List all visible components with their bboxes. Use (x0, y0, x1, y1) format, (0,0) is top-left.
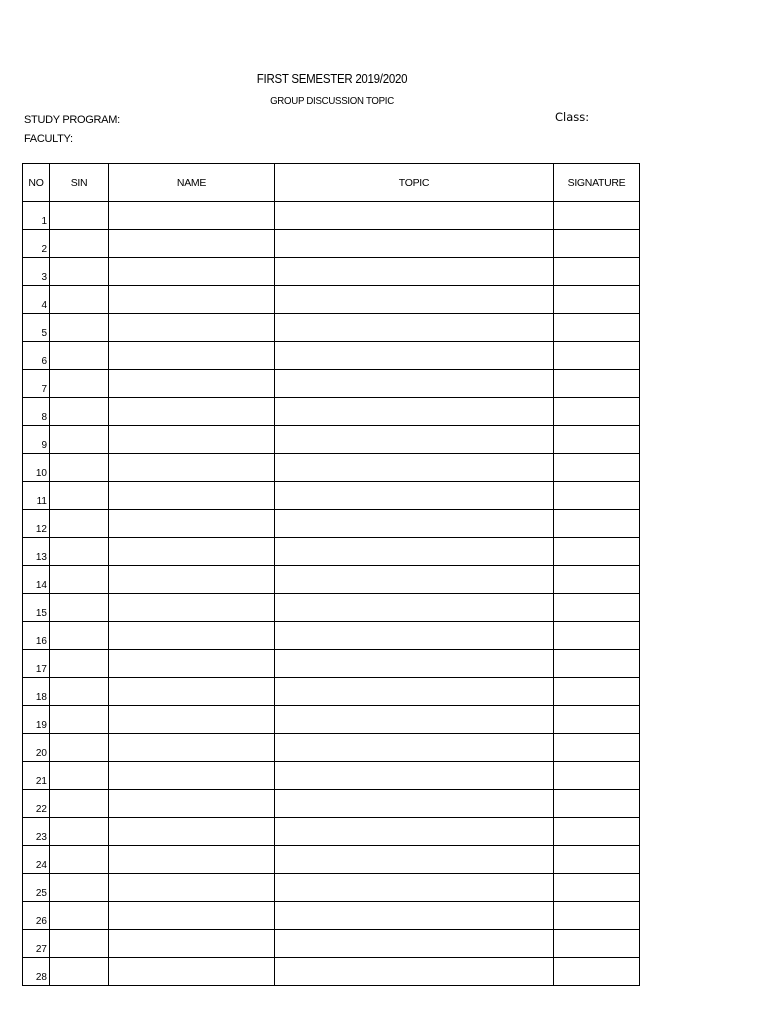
document-title: FIRST SEMESTER 2019/2020 (256, 72, 408, 86)
name-cell[interactable] (109, 818, 275, 846)
table-row (23, 566, 640, 594)
name-cell[interactable] (109, 902, 275, 930)
row-number: 20 (23, 734, 50, 762)
table-row (23, 202, 640, 230)
sin-cell[interactable] (50, 902, 109, 930)
name-cell[interactable] (109, 650, 275, 678)
name-cell[interactable] (109, 930, 275, 958)
row-number: 21 (23, 762, 50, 790)
topic-cell[interactable] (275, 398, 554, 426)
sin-cell[interactable] (50, 314, 109, 342)
name-cell[interactable] (109, 790, 275, 818)
sin-cell[interactable] (50, 818, 109, 846)
name-cell[interactable] (109, 594, 275, 622)
table-row (23, 846, 640, 874)
signature-cell[interactable] (554, 874, 640, 902)
row-number: 19 (23, 706, 50, 734)
topic-cell[interactable] (275, 790, 554, 818)
row-number: 8 (23, 398, 50, 426)
name-cell[interactable] (109, 874, 275, 902)
name-cell[interactable] (109, 622, 275, 650)
signature-cell[interactable] (554, 314, 640, 342)
topic-cell[interactable] (275, 818, 554, 846)
row-number: 16 (23, 622, 50, 650)
column-header-name: NAME (109, 164, 275, 202)
faculty-label: FACULTY: (24, 133, 73, 145)
sin-cell[interactable] (50, 426, 109, 454)
topic-cell[interactable] (275, 258, 554, 286)
signature-cell[interactable] (554, 594, 640, 622)
signature-cell[interactable] (554, 342, 640, 370)
table-row (23, 538, 640, 566)
name-cell[interactable] (109, 454, 275, 482)
sin-cell[interactable] (50, 538, 109, 566)
table-row (23, 706, 640, 734)
signature-cell[interactable] (554, 398, 640, 426)
sin-cell[interactable] (50, 286, 109, 314)
topic-cell[interactable] (275, 846, 554, 874)
signature-cell[interactable] (554, 958, 640, 986)
row-number: 3 (23, 258, 50, 286)
sin-cell[interactable] (50, 874, 109, 902)
row-number: 9 (23, 426, 50, 454)
table-row (23, 678, 640, 706)
name-cell[interactable] (109, 734, 275, 762)
topic-cell[interactable] (275, 734, 554, 762)
table-row (23, 902, 640, 930)
sin-cell[interactable] (50, 202, 109, 230)
topic-cell[interactable] (275, 678, 554, 706)
sin-cell[interactable] (50, 734, 109, 762)
sin-cell[interactable] (50, 230, 109, 258)
row-number: 10 (23, 454, 50, 482)
topic-cell[interactable] (275, 874, 554, 902)
column-header-topic: TOPIC (275, 164, 554, 202)
class-label: Class: (555, 110, 590, 124)
signature-cell[interactable] (554, 510, 640, 538)
table-body (23, 202, 640, 986)
name-cell[interactable] (109, 482, 275, 510)
table-row (23, 930, 640, 958)
table-row (23, 230, 640, 258)
row-number: 24 (23, 846, 50, 874)
sin-cell[interactable] (50, 594, 109, 622)
name-cell[interactable] (109, 426, 275, 454)
signature-cell[interactable] (554, 930, 640, 958)
row-number: 12 (23, 510, 50, 538)
document-subtitle: GROUP DISCUSSION TOPIC (270, 95, 394, 107)
sin-cell[interactable] (50, 958, 109, 986)
name-cell[interactable] (109, 706, 275, 734)
signature-cell[interactable] (554, 538, 640, 566)
table-row (23, 622, 640, 650)
name-cell[interactable] (109, 314, 275, 342)
name-cell[interactable] (109, 342, 275, 370)
sin-cell[interactable] (50, 706, 109, 734)
name-cell[interactable] (109, 202, 275, 230)
signature-cell[interactable] (554, 650, 640, 678)
signature-cell[interactable] (554, 286, 640, 314)
sin-cell[interactable] (50, 790, 109, 818)
topic-cell[interactable] (275, 482, 554, 510)
topic-cell[interactable] (275, 902, 554, 930)
row-number: 25 (23, 874, 50, 902)
signature-cell[interactable] (554, 622, 640, 650)
topic-cell[interactable] (275, 650, 554, 678)
topic-cell[interactable] (275, 594, 554, 622)
signature-cell[interactable] (554, 818, 640, 846)
sin-cell[interactable] (50, 566, 109, 594)
topic-cell[interactable] (275, 706, 554, 734)
topic-cell[interactable] (275, 538, 554, 566)
table-row (23, 314, 640, 342)
topic-cell[interactable] (275, 370, 554, 398)
table-row (23, 286, 640, 314)
column-header-no: NO (23, 164, 50, 202)
row-number: 22 (23, 790, 50, 818)
discussion-table (22, 163, 640, 986)
topic-cell[interactable] (275, 230, 554, 258)
name-cell[interactable] (109, 230, 275, 258)
table-row (23, 342, 640, 370)
name-cell[interactable] (109, 762, 275, 790)
name-cell[interactable] (109, 286, 275, 314)
signature-cell[interactable] (554, 846, 640, 874)
sin-cell[interactable] (50, 510, 109, 538)
name-cell[interactable] (109, 678, 275, 706)
name-cell[interactable] (109, 510, 275, 538)
table-row (23, 958, 640, 986)
row-number: 13 (23, 538, 50, 566)
signature-cell[interactable] (554, 426, 640, 454)
row-number: 26 (23, 902, 50, 930)
sin-cell[interactable] (50, 258, 109, 286)
row-number: 7 (23, 370, 50, 398)
topic-cell[interactable] (275, 762, 554, 790)
signature-cell[interactable] (554, 734, 640, 762)
signature-cell[interactable] (554, 902, 640, 930)
column-header-sin: SIN (50, 164, 109, 202)
topic-cell[interactable] (275, 202, 554, 230)
name-cell[interactable] (109, 398, 275, 426)
signature-cell[interactable] (554, 762, 640, 790)
table-row (23, 762, 640, 790)
sin-cell[interactable] (50, 454, 109, 482)
table-row (23, 510, 640, 538)
table-header-row (23, 164, 640, 202)
signature-cell[interactable] (554, 482, 640, 510)
row-number: 2 (23, 230, 50, 258)
name-cell[interactable] (109, 566, 275, 594)
topic-cell[interactable] (275, 566, 554, 594)
table-row (23, 818, 640, 846)
name-cell[interactable] (109, 538, 275, 566)
signature-cell[interactable] (554, 566, 640, 594)
sin-cell[interactable] (50, 622, 109, 650)
row-number: 5 (23, 314, 50, 342)
sin-cell[interactable] (50, 762, 109, 790)
sin-cell[interactable] (50, 370, 109, 398)
row-number: 1 (23, 202, 50, 230)
row-number: 11 (23, 482, 50, 510)
sin-cell[interactable] (50, 398, 109, 426)
topic-cell[interactable] (275, 286, 554, 314)
row-number: 6 (23, 342, 50, 370)
table-row (23, 258, 640, 286)
table-row (23, 426, 640, 454)
column-header-signature: SIGNATURE (554, 164, 640, 202)
sin-cell[interactable] (50, 342, 109, 370)
topic-cell[interactable] (275, 426, 554, 454)
signature-cell[interactable] (554, 790, 640, 818)
sin-cell[interactable] (50, 846, 109, 874)
topic-cell[interactable] (275, 314, 554, 342)
signature-cell[interactable] (554, 370, 640, 398)
sin-cell[interactable] (50, 482, 109, 510)
row-number: 18 (23, 678, 50, 706)
name-cell[interactable] (109, 258, 275, 286)
study-program-label: STUDY PROGRAM: (24, 114, 120, 126)
topic-cell[interactable] (275, 958, 554, 986)
sin-cell[interactable] (50, 930, 109, 958)
table-row (23, 594, 640, 622)
table-row (23, 790, 640, 818)
row-number: 23 (23, 818, 50, 846)
table-row (23, 874, 640, 902)
row-number: 15 (23, 594, 50, 622)
row-number: 28 (23, 958, 50, 986)
row-number: 14 (23, 566, 50, 594)
row-number: 4 (23, 286, 50, 314)
signature-cell[interactable] (554, 678, 640, 706)
table-row (23, 454, 640, 482)
table-row (23, 734, 640, 762)
topic-cell[interactable] (275, 622, 554, 650)
table-row (23, 650, 640, 678)
topic-cell[interactable] (275, 342, 554, 370)
topic-cell[interactable] (275, 930, 554, 958)
signature-cell[interactable] (554, 258, 640, 286)
signature-cell[interactable] (554, 202, 640, 230)
row-number: 27 (23, 930, 50, 958)
signature-cell[interactable] (554, 230, 640, 258)
row-number: 17 (23, 650, 50, 678)
name-cell[interactable] (109, 370, 275, 398)
table-row (23, 370, 640, 398)
topic-cell[interactable] (275, 510, 554, 538)
name-cell[interactable] (109, 846, 275, 874)
name-cell[interactable] (109, 958, 275, 986)
signature-cell[interactable] (554, 454, 640, 482)
sin-cell[interactable] (50, 678, 109, 706)
topic-cell[interactable] (275, 454, 554, 482)
sin-cell[interactable] (50, 650, 109, 678)
signature-cell[interactable] (554, 706, 640, 734)
table-row (23, 398, 640, 426)
table-row (23, 482, 640, 510)
